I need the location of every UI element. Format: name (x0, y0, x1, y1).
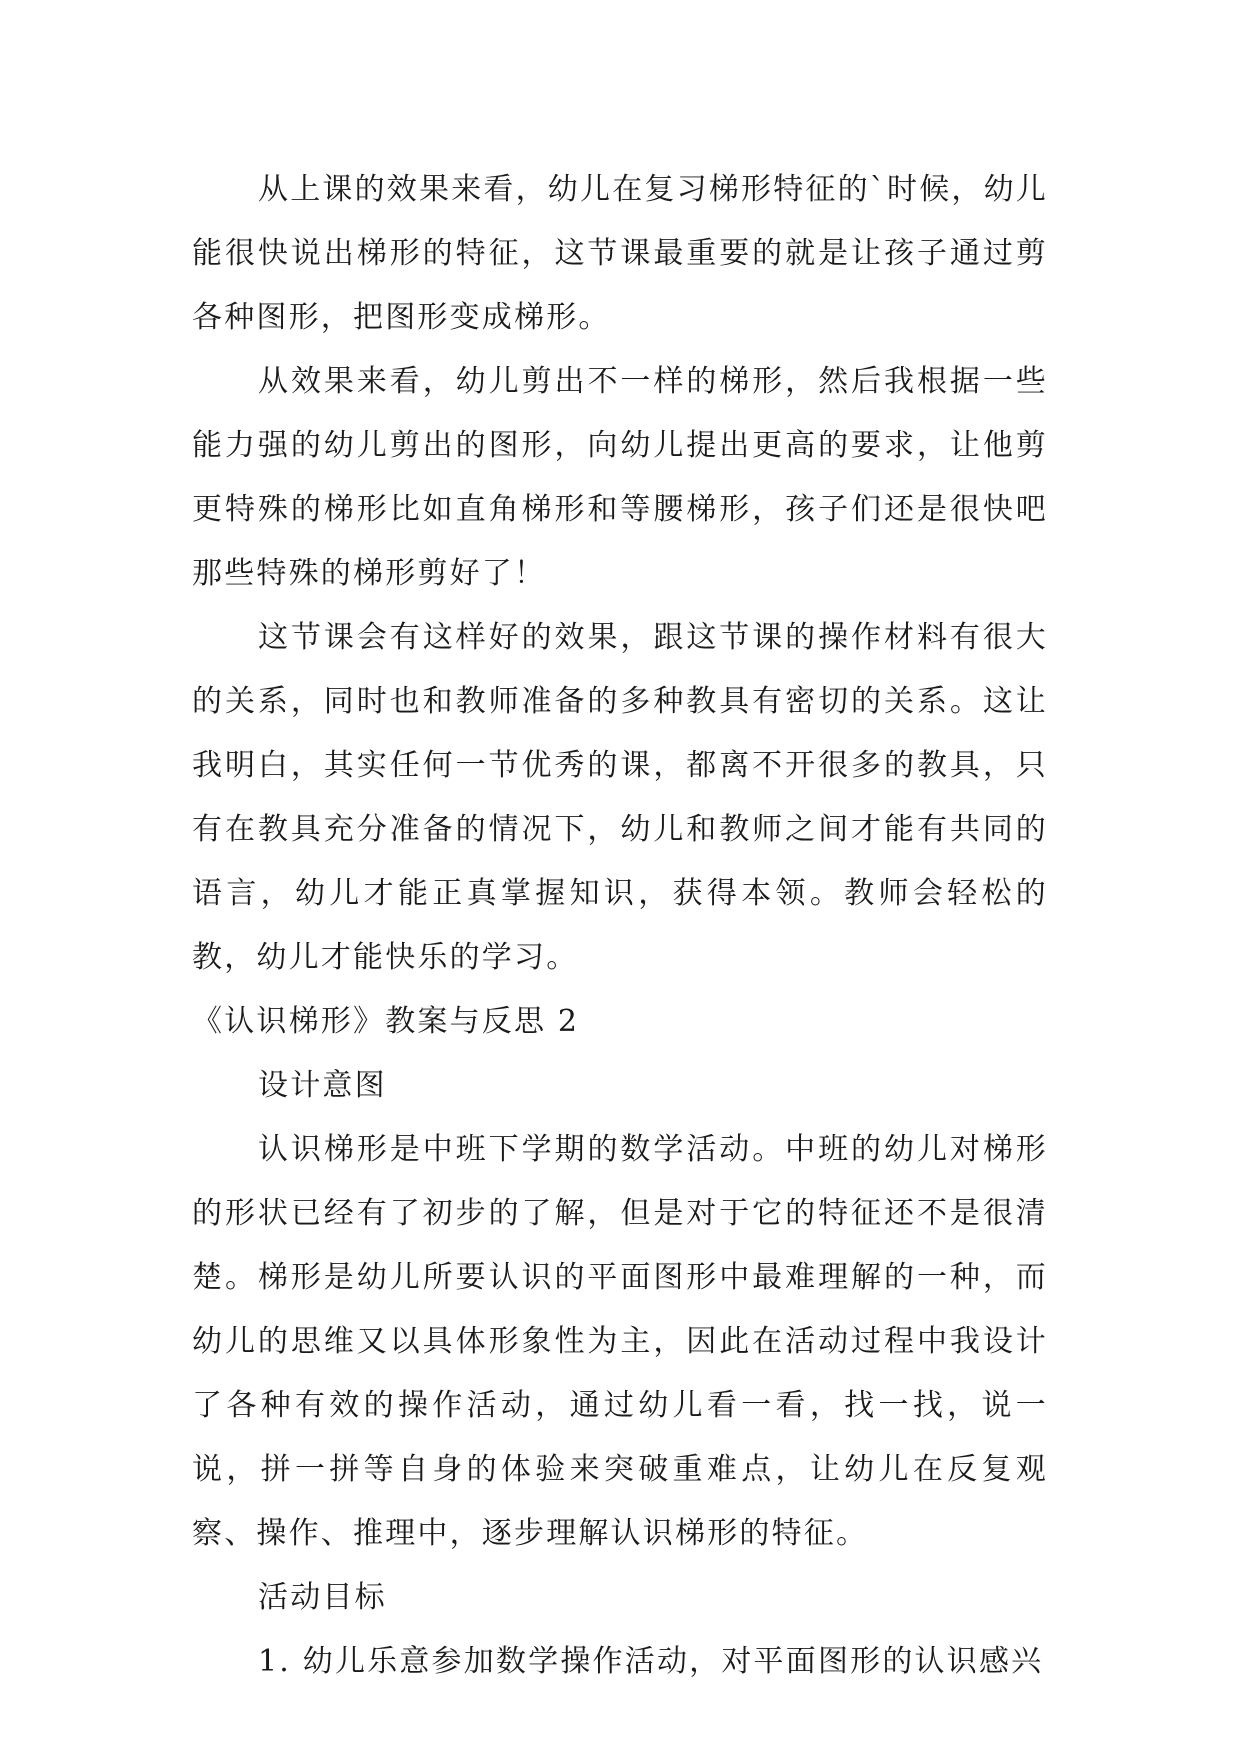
design-intent-body: 认识梯形是中班下学期的数学活动。中班的幼儿对梯形的形状已经有了初步的了解，但是对于它的特征还不是很清楚。梯形是幼儿所要认识的平面图形中最难理解的一种，而幼儿的思维又以具体形象性为主，因此在活动过程中我设计了各种有效的操作活动，通过幼儿看一看，找一找，说一说，拼一拼等自身的体验来突破重难点，让幼儿在反复观察、操作、推理中，逐步理解认识梯形的特征。 (192, 1132, 1048, 1551)
paragraph-effect-review: 从上课的效果来看，幼儿在复习梯形特征的`时候，幼儿能很快说出梯形的特征，这节课最重要的就是让孩子通过剪各种图形，把图形变成梯形。 (192, 172, 1048, 335)
paragraph-effect-cutting: 从效果来看，幼儿剪出不一样的梯形，然后我根据一些能力强的幼儿剪出的图形，向幼儿提出更高的要求，让他剪更特殊的梯形比如直角梯形和等腰梯形，孩子们还是很快吧那些特殊的梯形剪好了！ (192, 364, 1048, 591)
activity-goals-heading: 活动目标 (258, 1580, 387, 1615)
section-title: 《认识梯形》教案与反思 2 (192, 1004, 580, 1039)
design-intent-heading: 设计意图 (258, 1068, 387, 1103)
paragraph-effect-materials: 这节课会有这样好的效果，跟这节课的操作材料有很大的关系，同时也和教师准备的多种教具有密切的关系。这让我明白，其实任何一节优秀的课，都离不开很多的教具，只有在教具充分准备的情况下，幼儿和教师之间才能有共同的语言，幼儿才能正真掌握知识，获得本领。教师会轻松的教，幼儿才能快乐的学习。 (192, 620, 1048, 975)
document-page (192, 158, 1048, 1694)
activity-goal-item-1: 1. 幼儿乐意参加数学操作活动，对平面图形的认识感兴 (258, 1644, 1044, 1679)
